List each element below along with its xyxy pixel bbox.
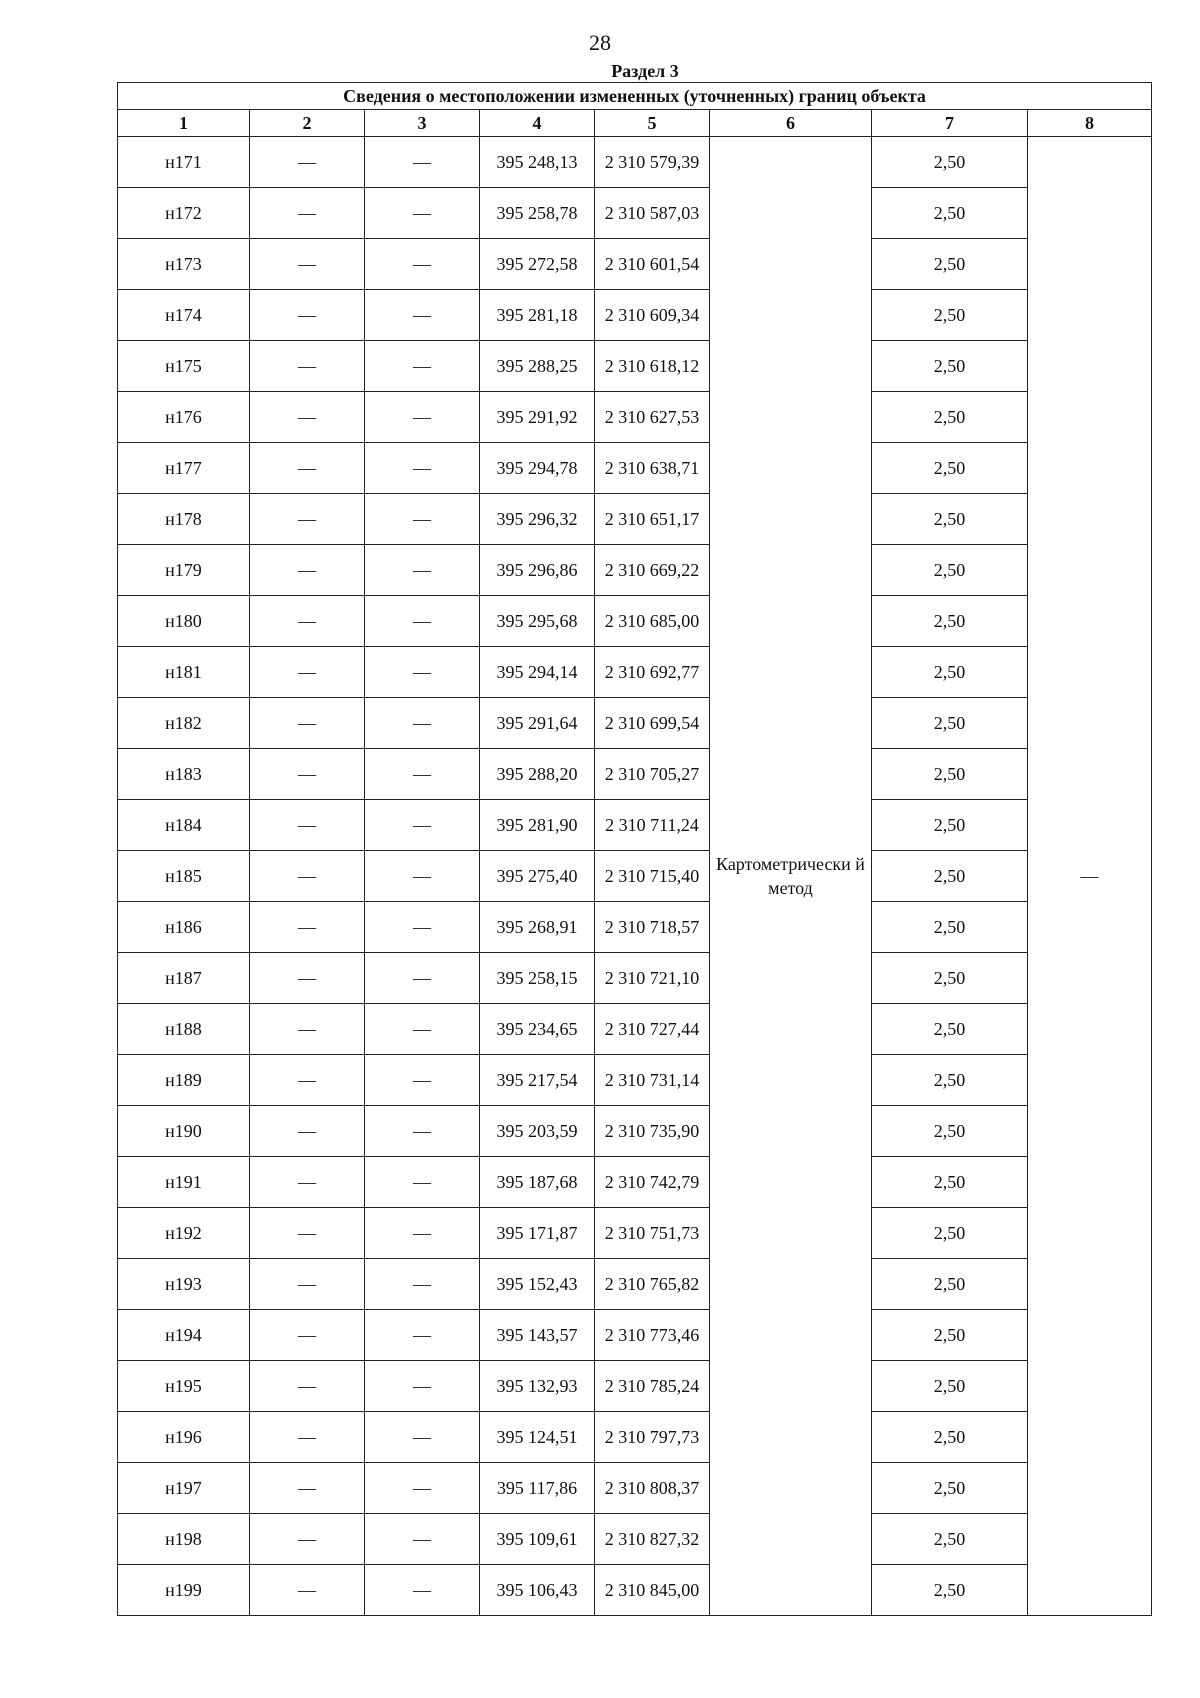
y-coordinate-cell: 2 310 797,73 (595, 1412, 710, 1463)
column2-cell: — (250, 1361, 365, 1412)
y-coordinate-cell: 2 310 715,40 (595, 851, 710, 902)
x-coordinate-cell: 395 291,64 (480, 698, 595, 749)
x-coordinate-cell: 395 171,87 (480, 1208, 595, 1259)
table-row (118, 902, 1152, 953)
accuracy-cell: 2,50 (872, 647, 1028, 698)
x-coordinate-cell: 395 295,68 (480, 596, 595, 647)
y-coordinate-cell: 2 310 773,46 (595, 1310, 710, 1361)
column3-cell: — (365, 545, 480, 596)
column2-cell: — (250, 1208, 365, 1259)
point-id-cell: н182 (118, 698, 250, 749)
table-row (118, 1157, 1152, 1208)
column-header: 1 (118, 110, 250, 137)
column-header: 7 (872, 110, 1028, 137)
column3-cell: — (365, 1463, 480, 1514)
table-row (118, 545, 1152, 596)
column-header-row (118, 110, 1152, 137)
x-coordinate-cell: 395 288,20 (480, 749, 595, 800)
column3-cell: — (365, 1004, 480, 1055)
accuracy-cell: 2,50 (872, 1055, 1028, 1106)
column2-cell: — (250, 392, 365, 443)
y-coordinate-cell: 2 310 718,57 (595, 902, 710, 953)
point-id-cell: н192 (118, 1208, 250, 1259)
column3-cell: — (365, 851, 480, 902)
point-id-cell: н194 (118, 1310, 250, 1361)
table-row (118, 188, 1152, 239)
x-coordinate-cell: 395 268,91 (480, 902, 595, 953)
y-coordinate-cell: 2 310 609,34 (595, 290, 710, 341)
table-row (118, 851, 1152, 902)
table-row (118, 1463, 1152, 1514)
column2-cell: — (250, 749, 365, 800)
column3-cell: — (365, 443, 480, 494)
column3-cell: — (365, 1514, 480, 1565)
y-coordinate-cell: 2 310 699,54 (595, 698, 710, 749)
x-coordinate-cell: 395 106,43 (480, 1565, 595, 1616)
y-coordinate-cell: 2 310 711,24 (595, 800, 710, 851)
table-row (118, 494, 1152, 545)
table-row (118, 1565, 1152, 1616)
column2-cell: — (250, 1004, 365, 1055)
column2-cell: — (250, 188, 365, 239)
x-coordinate-cell: 395 203,59 (480, 1106, 595, 1157)
x-coordinate-cell: 395 272,58 (480, 239, 595, 290)
y-coordinate-cell: 2 310 638,71 (595, 443, 710, 494)
x-coordinate-cell: 395 258,78 (480, 188, 595, 239)
accuracy-cell: 2,50 (872, 494, 1028, 545)
y-coordinate-cell: 2 310 705,27 (595, 749, 710, 800)
y-coordinate-cell: 2 310 601,54 (595, 239, 710, 290)
column2-cell: — (250, 1412, 365, 1463)
column2-cell: — (250, 1565, 365, 1616)
point-id-cell: н181 (118, 647, 250, 698)
column2-cell: — (250, 239, 365, 290)
accuracy-cell: 2,50 (872, 341, 1028, 392)
point-id-cell: н176 (118, 392, 250, 443)
accuracy-cell: 2,50 (872, 188, 1028, 239)
column3-cell: — (365, 1055, 480, 1106)
column2-cell: — (250, 290, 365, 341)
accuracy-cell: 2,50 (872, 137, 1028, 188)
point-id-cell: н178 (118, 494, 250, 545)
accuracy-cell: 2,50 (872, 596, 1028, 647)
x-coordinate-cell: 395 288,25 (480, 341, 595, 392)
column3-cell: — (365, 749, 480, 800)
table-row (118, 137, 1152, 188)
y-coordinate-cell: 2 310 627,53 (595, 392, 710, 443)
column2-cell: — (250, 851, 365, 902)
table-body (118, 137, 1152, 1616)
column3-cell: — (365, 290, 480, 341)
column3-cell: — (365, 1361, 480, 1412)
table-row (118, 443, 1152, 494)
column8-cell: — (1028, 137, 1152, 1616)
x-coordinate-cell: 395 187,68 (480, 1157, 595, 1208)
y-coordinate-cell: 2 310 845,00 (595, 1565, 710, 1616)
column3-cell: — (365, 1208, 480, 1259)
accuracy-cell: 2,50 (872, 545, 1028, 596)
point-id-cell: н180 (118, 596, 250, 647)
column3-cell: — (365, 341, 480, 392)
table-row (118, 800, 1152, 851)
accuracy-cell: 2,50 (872, 1310, 1028, 1361)
accuracy-cell: 2,50 (872, 698, 1028, 749)
accuracy-cell: 2,50 (872, 1259, 1028, 1310)
y-coordinate-cell: 2 310 727,44 (595, 1004, 710, 1055)
accuracy-cell: 2,50 (872, 239, 1028, 290)
table-row (118, 1208, 1152, 1259)
table-row (118, 596, 1152, 647)
table-row (118, 290, 1152, 341)
point-id-cell: н186 (118, 902, 250, 953)
y-coordinate-cell: 2 310 669,22 (595, 545, 710, 596)
x-coordinate-cell: 395 294,78 (480, 443, 595, 494)
x-coordinate-cell: 395 217,54 (480, 1055, 595, 1106)
column2-cell: — (250, 443, 365, 494)
x-coordinate-cell: 395 281,90 (480, 800, 595, 851)
table-row (118, 953, 1152, 1004)
table-row (118, 647, 1152, 698)
column2-cell: — (250, 1514, 365, 1565)
table-row (118, 1514, 1152, 1565)
x-coordinate-cell: 395 234,65 (480, 1004, 595, 1055)
accuracy-cell: 2,50 (872, 290, 1028, 341)
column3-cell: — (365, 1157, 480, 1208)
accuracy-cell: 2,50 (872, 1463, 1028, 1514)
point-id-cell: н196 (118, 1412, 250, 1463)
column2-cell: — (250, 137, 365, 188)
accuracy-cell: 2,50 (872, 1004, 1028, 1055)
column2-cell: — (250, 1259, 365, 1310)
point-id-cell: н197 (118, 1463, 250, 1514)
x-coordinate-cell: 395 258,15 (480, 953, 595, 1004)
point-id-cell: н173 (118, 239, 250, 290)
point-id-cell: н175 (118, 341, 250, 392)
y-coordinate-cell: 2 310 742,79 (595, 1157, 710, 1208)
accuracy-cell: 2,50 (872, 443, 1028, 494)
accuracy-cell: 2,50 (872, 953, 1028, 1004)
column2-cell: — (250, 341, 365, 392)
point-id-cell: н184 (118, 800, 250, 851)
point-id-cell: н177 (118, 443, 250, 494)
point-id-cell: н183 (118, 749, 250, 800)
y-coordinate-cell: 2 310 721,10 (595, 953, 710, 1004)
column3-cell: — (365, 647, 480, 698)
point-id-cell: н193 (118, 1259, 250, 1310)
y-coordinate-cell: 2 310 587,03 (595, 188, 710, 239)
page-number: 28 (589, 30, 611, 55)
x-coordinate-cell: 395 248,13 (480, 137, 595, 188)
table-row (118, 1004, 1152, 1055)
x-coordinate-cell: 395 294,14 (480, 647, 595, 698)
y-coordinate-cell: 2 310 685,00 (595, 596, 710, 647)
accuracy-cell: 2,50 (872, 1412, 1028, 1463)
column3-cell: — (365, 1259, 480, 1310)
table-row (118, 1055, 1152, 1106)
table-row (118, 749, 1152, 800)
column3-cell: — (365, 596, 480, 647)
column2-cell: — (250, 494, 365, 545)
x-coordinate-cell: 395 143,57 (480, 1310, 595, 1361)
table-row (118, 1106, 1152, 1157)
x-coordinate-cell: 395 109,61 (480, 1514, 595, 1565)
column-header: 8 (1028, 110, 1152, 137)
column2-cell: — (250, 953, 365, 1004)
y-coordinate-cell: 2 310 827,32 (595, 1514, 710, 1565)
column2-cell: — (250, 1055, 365, 1106)
point-id-cell: н199 (118, 1565, 250, 1616)
column2-cell: — (250, 800, 365, 851)
x-coordinate-cell: 395 117,86 (480, 1463, 595, 1514)
x-coordinate-cell: 395 124,51 (480, 1412, 595, 1463)
y-coordinate-cell: 2 310 651,17 (595, 494, 710, 545)
accuracy-cell: 2,50 (872, 749, 1028, 800)
y-coordinate-cell: 2 310 735,90 (595, 1106, 710, 1157)
point-id-cell: н187 (118, 953, 250, 1004)
point-id-cell: н195 (118, 1361, 250, 1412)
column3-cell: — (365, 698, 480, 749)
table-row (118, 1361, 1152, 1412)
column3-cell: — (365, 1310, 480, 1361)
column2-cell: — (250, 1157, 365, 1208)
section-title: Раздел 3 (611, 61, 679, 81)
column3-cell: — (365, 800, 480, 851)
column2-cell: — (250, 1463, 365, 1514)
column-header: 2 (250, 110, 365, 137)
column3-cell: — (365, 1106, 480, 1157)
accuracy-cell: 2,50 (872, 1106, 1028, 1157)
table-row (118, 239, 1152, 290)
column2-cell: — (250, 545, 365, 596)
table-caption: Сведения о местоположении измененных (уточненных) границ объекта (118, 83, 1152, 110)
column-header: 3 (365, 110, 480, 137)
x-coordinate-cell: 395 291,92 (480, 392, 595, 443)
point-id-cell: н171 (118, 137, 250, 188)
accuracy-cell: 2,50 (872, 1361, 1028, 1412)
column3-cell: — (365, 494, 480, 545)
y-coordinate-cell: 2 310 751,73 (595, 1208, 710, 1259)
table-row (118, 1259, 1152, 1310)
x-coordinate-cell: 395 132,93 (480, 1361, 595, 1412)
accuracy-cell: 2,50 (872, 392, 1028, 443)
point-id-cell: н185 (118, 851, 250, 902)
column2-cell: — (250, 1106, 365, 1157)
column2-cell: — (250, 698, 365, 749)
column3-cell: — (365, 1412, 480, 1463)
x-coordinate-cell: 395 152,43 (480, 1259, 595, 1310)
table-row (118, 1412, 1152, 1463)
column2-cell: — (250, 647, 365, 698)
accuracy-cell: 2,50 (872, 1157, 1028, 1208)
point-id-cell: н189 (118, 1055, 250, 1106)
column2-cell: — (250, 902, 365, 953)
column3-cell: — (365, 902, 480, 953)
x-coordinate-cell: 395 296,86 (480, 545, 595, 596)
table-row (118, 698, 1152, 749)
y-coordinate-cell: 2 310 731,14 (595, 1055, 710, 1106)
boundary-table (117, 82, 1152, 1616)
method-cell: Картометрически й метод (710, 137, 872, 1616)
point-id-cell: н198 (118, 1514, 250, 1565)
column-header: 5 (595, 110, 710, 137)
x-coordinate-cell: 395 281,18 (480, 290, 595, 341)
y-coordinate-cell: 2 310 692,77 (595, 647, 710, 698)
table-row (118, 392, 1152, 443)
y-coordinate-cell: 2 310 808,37 (595, 1463, 710, 1514)
accuracy-cell: 2,50 (872, 1514, 1028, 1565)
y-coordinate-cell: 2 310 785,24 (595, 1361, 710, 1412)
column3-cell: — (365, 239, 480, 290)
point-id-cell: н174 (118, 290, 250, 341)
accuracy-cell: 2,50 (872, 800, 1028, 851)
table-row (118, 1310, 1152, 1361)
point-id-cell: н188 (118, 1004, 250, 1055)
y-coordinate-cell: 2 310 618,12 (595, 341, 710, 392)
accuracy-cell: 2,50 (872, 1565, 1028, 1616)
x-coordinate-cell: 395 275,40 (480, 851, 595, 902)
point-id-cell: н190 (118, 1106, 250, 1157)
y-coordinate-cell: 2 310 765,82 (595, 1259, 710, 1310)
column2-cell: — (250, 1310, 365, 1361)
column3-cell: — (365, 188, 480, 239)
accuracy-cell: 2,50 (872, 851, 1028, 902)
point-id-cell: н179 (118, 545, 250, 596)
column3-cell: — (365, 953, 480, 1004)
point-id-cell: н191 (118, 1157, 250, 1208)
y-coordinate-cell: 2 310 579,39 (595, 137, 710, 188)
column3-cell: — (365, 1565, 480, 1616)
column-header: 4 (480, 110, 595, 137)
column2-cell: — (250, 596, 365, 647)
accuracy-cell: 2,50 (872, 1208, 1028, 1259)
x-coordinate-cell: 395 296,32 (480, 494, 595, 545)
column3-cell: — (365, 137, 480, 188)
column3-cell: — (365, 392, 480, 443)
column-header: 6 (710, 110, 872, 137)
point-id-cell: н172 (118, 188, 250, 239)
table-row (118, 341, 1152, 392)
accuracy-cell: 2,50 (872, 902, 1028, 953)
